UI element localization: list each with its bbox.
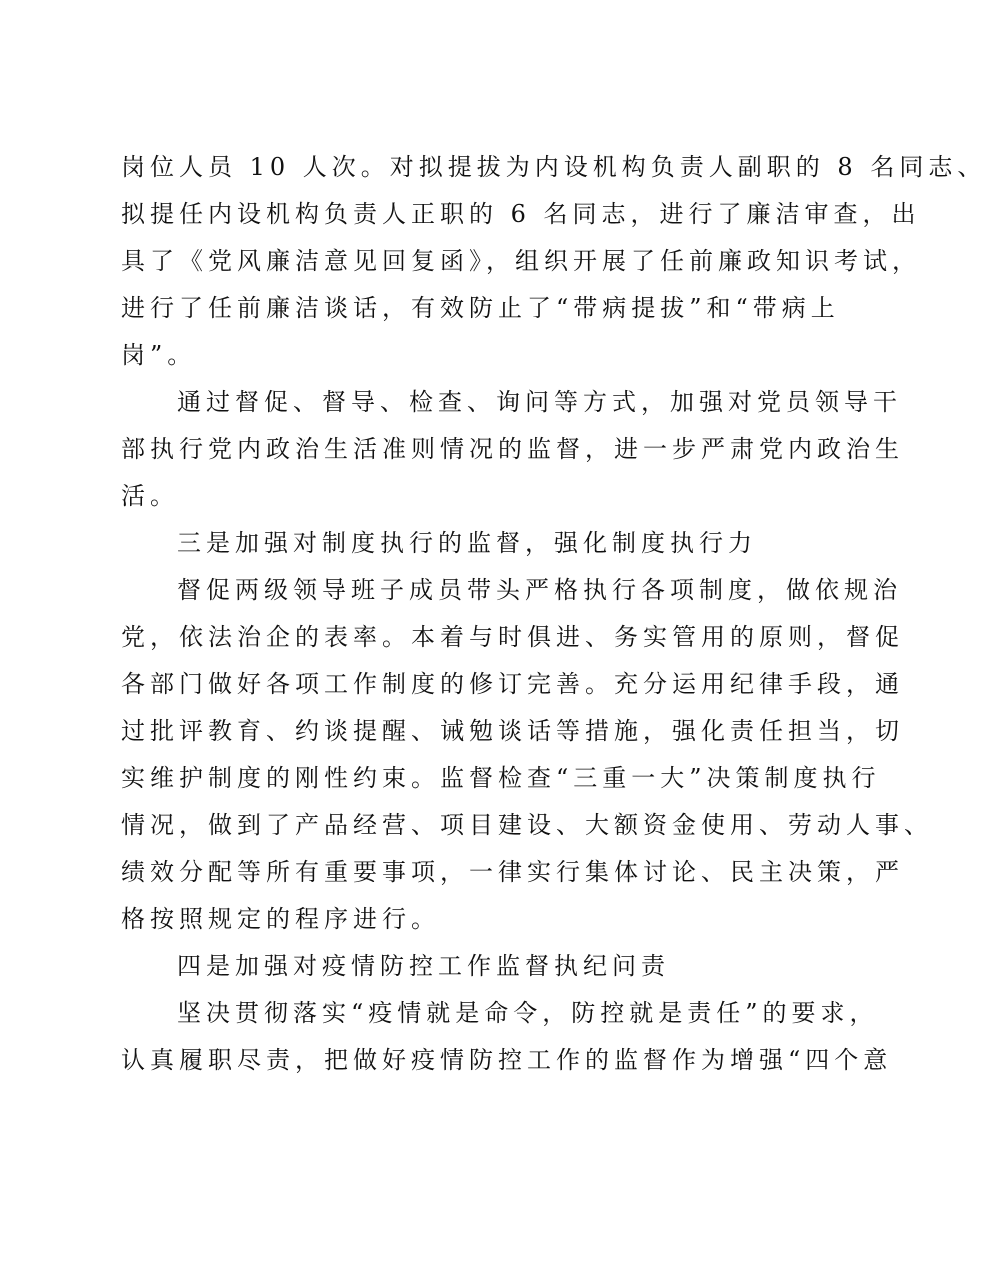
section-heading-3: 三是加强对制度执行的监督，强化制度执行力 (177, 529, 757, 557)
section-heading-5: 四是加强对疫情防控工作监督执纪问责 (177, 952, 670, 980)
para-4-line-5: 实维护制度的刚性约束。监督检查“三重一大”决策制度执行 (121, 764, 881, 792)
para-2-line-3: 活。 (121, 482, 179, 510)
para-4-line-6: 情况，做到了产品经营、项目建设、大额资金使用、劳动人事、 (121, 811, 933, 839)
para-4-line-2: 党，依法治企的表率。本着与时俱进、务实管用的原则，督促 (121, 623, 904, 651)
para-1-line-4: 进行了任前廉洁谈话，有效防止了“带病提拔”和“带病上 (121, 294, 840, 322)
para-6-line-1: 坚决贯彻落实“疫情就是命令，防控就是责任”的要求， (177, 999, 879, 1027)
para-4-line-1: 督促两级领导班子成员带头严格执行各项制度，做依规治 (177, 576, 902, 604)
para-4-line-4: 过批评教育、约谈提醒、诫勉谈话等措施，强化责任担当，切 (121, 717, 904, 745)
para-2-line-1: 通过督促、督导、检查、询问等方式，加强对党员领导干 (177, 388, 902, 416)
para-1-line-5: 岗”。 (121, 341, 197, 369)
para-1-line-3: 具了《党风廉洁意见回复函》，组织开展了任前廉政知识考试， (121, 247, 921, 275)
para-2-line-2: 部执行党内政治生活准则情况的监督，进一步严肃党内政治生 (121, 435, 904, 463)
para-1-line-1: 岗位人员 10 人次。对拟提拔为内设机构负责人副职的 8 名同志、 (121, 153, 986, 181)
para-6-line-2: 认真履职尽责，把做好疫情防控工作的监督作为增强“四个意 (121, 1046, 893, 1074)
para-4-line-3: 各部门做好各项工作制度的修订完善。充分运用纪律手段，通 (121, 670, 904, 698)
document-body (121, 144, 986, 1084)
para-1-line-2: 拟提任内设机构负责人正职的 6 名同志，进行了廉洁审查，出 (121, 200, 921, 228)
para-4-line-7: 绩效分配等所有重要事项，一律实行集体讨论、民主决策，严 (121, 858, 904, 886)
para-4-line-8: 格按照规定的程序进行。 (121, 905, 440, 933)
